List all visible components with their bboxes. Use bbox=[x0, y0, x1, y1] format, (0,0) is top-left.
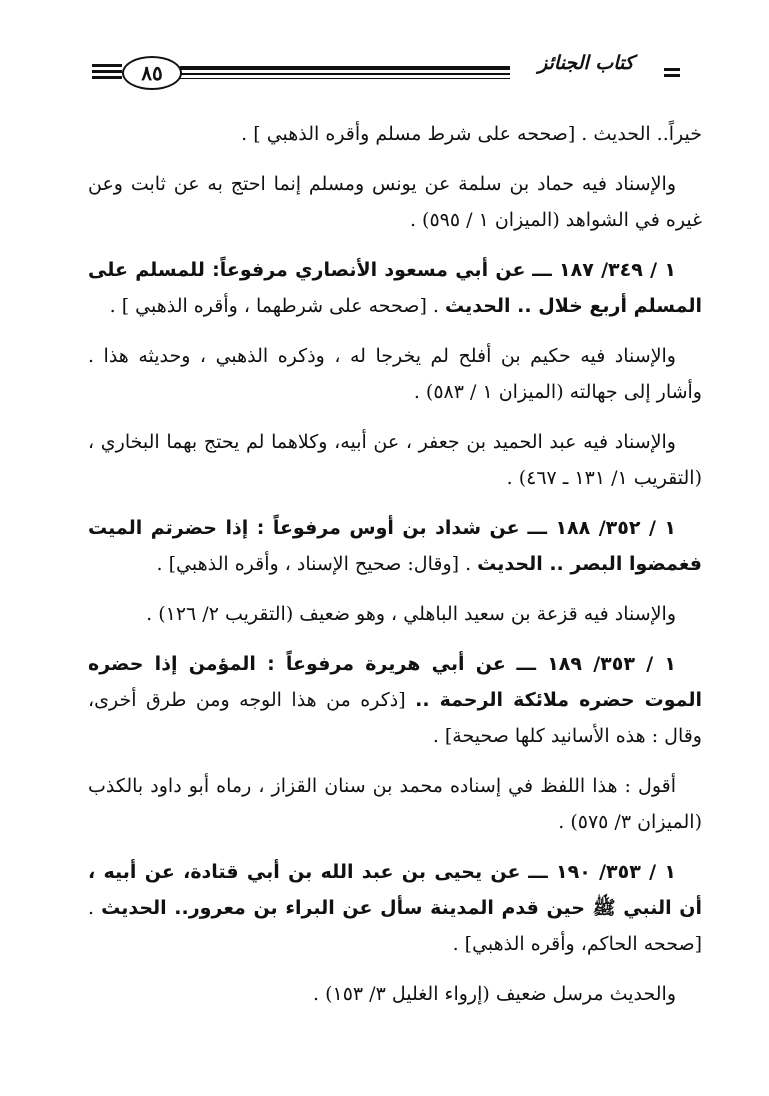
paragraph bbox=[88, 338, 702, 410]
hadith-paragraph bbox=[88, 510, 702, 582]
header-rule bbox=[664, 68, 680, 71]
hadith-text: عن أبي هريرة مرفوعاً : المؤمن إذا حضره الموت حضره ملائكة الرحمة .. bbox=[88, 653, 702, 711]
header-rule bbox=[92, 64, 122, 67]
note-text: والحديث مرسل ضعيف (إرواء الغليل ٣/ ١٥٣) . bbox=[313, 983, 676, 1005]
ruling-text: . [صححه على شرطهما ، وأقره الذهبي ] . bbox=[109, 295, 445, 317]
paragraph bbox=[88, 166, 702, 238]
hadith-paragraph bbox=[88, 252, 702, 324]
hadith-number: ١ / ٣٥٢/ ١٨٨ ـــ bbox=[527, 517, 676, 539]
page-header bbox=[92, 48, 692, 96]
header-rule bbox=[180, 73, 510, 75]
paragraph bbox=[88, 424, 702, 496]
header-rule bbox=[92, 76, 122, 79]
header-rule bbox=[180, 66, 510, 70]
ruling-text: خيراً.. الحديث . [صححه على شرط مسلم وأقره الذهبي ] . bbox=[241, 123, 702, 145]
header-rule bbox=[664, 74, 680, 77]
header-rule bbox=[180, 78, 510, 79]
page-body bbox=[88, 116, 702, 1026]
hadith-number: ١ / ٣٤٩/ ١٨٧ ـــ bbox=[532, 259, 676, 281]
note-text: والإسناد فيه حكيم بن أفلح لم يخرجا له ، وذكره الذهبي ، وحديثه هذا . وأشار إلى جهالته (الميزان ١ / ٥٨٣) . bbox=[88, 345, 702, 403]
hadith-number: ١ / ٣٥٣/ ١٨٩ ـــ bbox=[516, 653, 676, 675]
ruling-text: . [وقال: صحيح الإسناد ، وأقره الذهبي] . bbox=[156, 553, 478, 575]
book-title: كتاب الجنائز bbox=[538, 52, 634, 74]
hadith-number: ١ / ٣٥٣/ ١٩٠ ـــ bbox=[528, 861, 676, 883]
hadith-text: عن أبي مسعود الأنصاري مرفوعاً: للمسلم على المسلم أربع خلال .. الحديث bbox=[88, 259, 702, 317]
hadith-paragraph bbox=[88, 854, 702, 962]
note-text: والإسناد فيه حماد بن سلمة عن يونس ومسلم إنما احتج به عن ثابت وعن غيره في الشواهد (الميزان ١ / ٥٩٥) . bbox=[88, 173, 702, 231]
note-text: أقول : هذا اللفظ في إسناده محمد بن سنان القزاز ، رماه أبو داود بالكذب (الميزان ٣/ ٥٧٥) . bbox=[88, 775, 702, 833]
paragraph bbox=[88, 596, 702, 632]
paragraph bbox=[88, 976, 702, 1012]
ruling-text: [ذكره من هذا الوجه ومن طرق أخرى، وقال : هذه الأسانيد كلها صحيحة] . bbox=[88, 689, 702, 747]
note-text: والإسناد فيه عبد الحميد بن جعفر ، عن أبيه، وكلاهما لم يحتج بهما البخاري ، (التقريب ١/ ١٣١ ـ ٤٦٧) . bbox=[88, 431, 702, 489]
paragraph bbox=[88, 768, 702, 840]
hadith-text: عن شداد بن أوس مرفوعاً : إذا حضرتم الميت فغمضوا البصر .. الحديث bbox=[88, 517, 702, 575]
ruling-text: . [صححه الحاكم، وأقره الذهبي] . bbox=[88, 897, 702, 955]
header-rule bbox=[92, 70, 122, 73]
page-number: ٨٥ bbox=[122, 56, 182, 90]
paragraph bbox=[88, 116, 702, 152]
hadith-text: عن يحيى بن عبد الله بن أبي قتادة، عن أبيه ، أن النبي ﷺ حين قدم المدينة سأل عن البراء بن معرور.. الحديث bbox=[88, 861, 702, 919]
hadith-paragraph bbox=[88, 646, 702, 754]
note-text: والإسناد فيه قزعة بن سعيد الباهلي ، وهو ضعيف (التقريب ٢/ ١٢٦) . bbox=[146, 603, 676, 625]
